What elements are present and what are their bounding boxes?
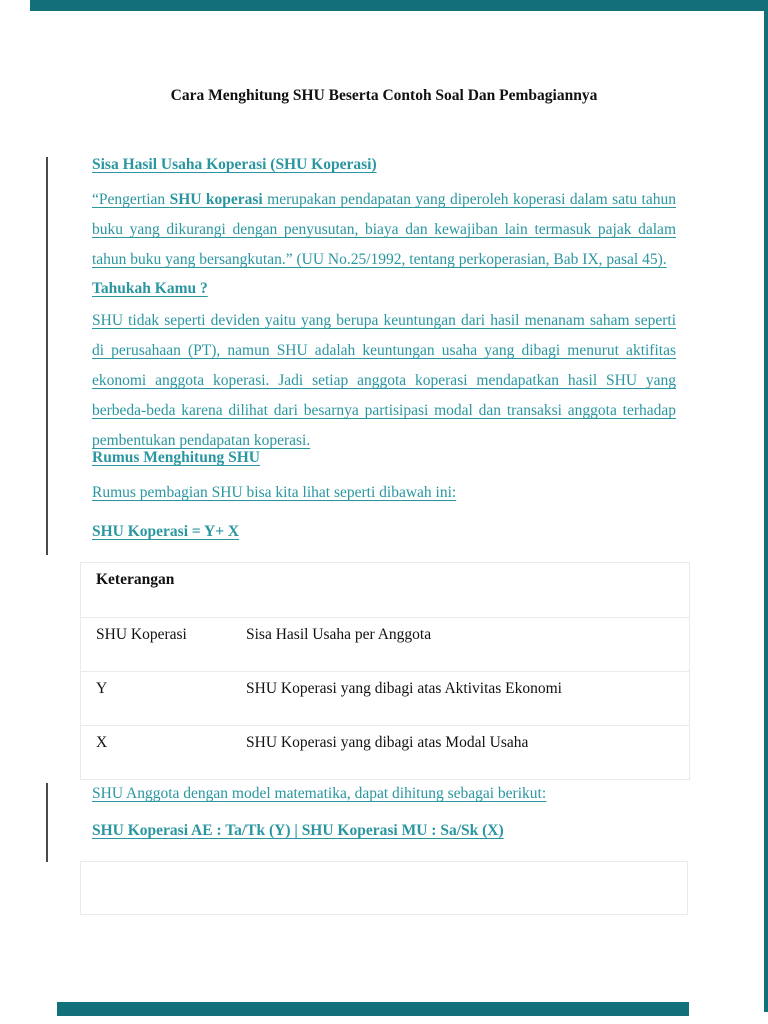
heading-tahukah-kamu: Tahukah Kamu ? bbox=[92, 280, 208, 297]
definition-text-lead: “Pengertian bbox=[92, 191, 170, 208]
table-cell-description: Sisa Hasil Usaha per Anggota bbox=[246, 626, 432, 643]
keterangan-table bbox=[80, 562, 690, 780]
table-cell-description: SHU Koperasi yang dibagi atas Modal Usaha bbox=[246, 734, 529, 751]
left-margin-rule-upper bbox=[46, 157, 48, 555]
definition-text-rest: merupakan pendapatan yang diperoleh koperasi dalam satu tahun buku yang dikurangi dengan penyusutan, biaya dan kewajiban lain termasuk pajak dalam tahun buku yang bersangkutan.” (UU No.25/1992, tentang perkoperasian, Bab IX, pasal 45). bbox=[92, 191, 676, 268]
table-header-keterangan: Keterangan bbox=[96, 571, 175, 588]
viewer-frame-top-bar bbox=[30, 0, 768, 11]
paragraph-definition bbox=[92, 185, 676, 275]
paragraph-rumus-intro: Rumus pembagian SHU bisa kita lihat seperti dibawah ini: bbox=[92, 484, 457, 501]
table-cell-term: Y bbox=[96, 680, 108, 697]
table-cell-term: SHU Koperasi bbox=[96, 626, 187, 643]
document-title: Cara Menghitung SHU Beserta Contoh Soal Dan Pembagiannya bbox=[170, 87, 598, 104]
left-margin-rule-lower bbox=[46, 783, 48, 862]
viewer-frame-right-bar bbox=[764, 11, 768, 1012]
empty-content-box bbox=[80, 861, 688, 915]
definition-text-bold: SHU koperasi bbox=[169, 191, 263, 208]
viewer-frame-bottom-bar bbox=[57, 1002, 689, 1016]
table-cell-description: SHU Koperasi yang dibagi atas Aktivitas Ekonomi bbox=[246, 680, 562, 697]
heading-rumus-menghitung-shu: Rumus Menghitung SHU bbox=[92, 449, 260, 466]
paragraph-model-matematika-intro: SHU Anggota dengan model matematika, dapat dihitung sebagai berikut: bbox=[92, 785, 547, 802]
formula-shu-anggota: SHU Koperasi AE : Ta/Tk (Y) | SHU Koperasi MU : Sa/Sk (X) bbox=[92, 822, 504, 839]
table-row bbox=[81, 725, 689, 779]
formula-shu-koperasi: SHU Koperasi = Y+ X bbox=[92, 523, 240, 540]
table-row bbox=[81, 617, 689, 671]
heading-sisa-hasil-usaha: Sisa Hasil Usaha Koperasi (SHU Koperasi) bbox=[92, 156, 377, 173]
table-cell-term: X bbox=[96, 734, 108, 751]
table-row bbox=[81, 671, 689, 725]
paragraph-tahukah-body: SHU tidak seperti deviden yaitu yang berupa keuntungan dari hasil menanam saham seperti di perusahaan (PT), namun SHU adalah keuntungan usaha yang dibagi menurut aktifitas ekonomi anggota koperasi. Jadi setiap anggota koperasi mendapatkan hasil SHU yang berbeda-beda karena dilihat dari besarnya partisipasi modal dan transaksi anggota terhadap pembentukan pendapatan koperasi. bbox=[92, 312, 676, 449]
